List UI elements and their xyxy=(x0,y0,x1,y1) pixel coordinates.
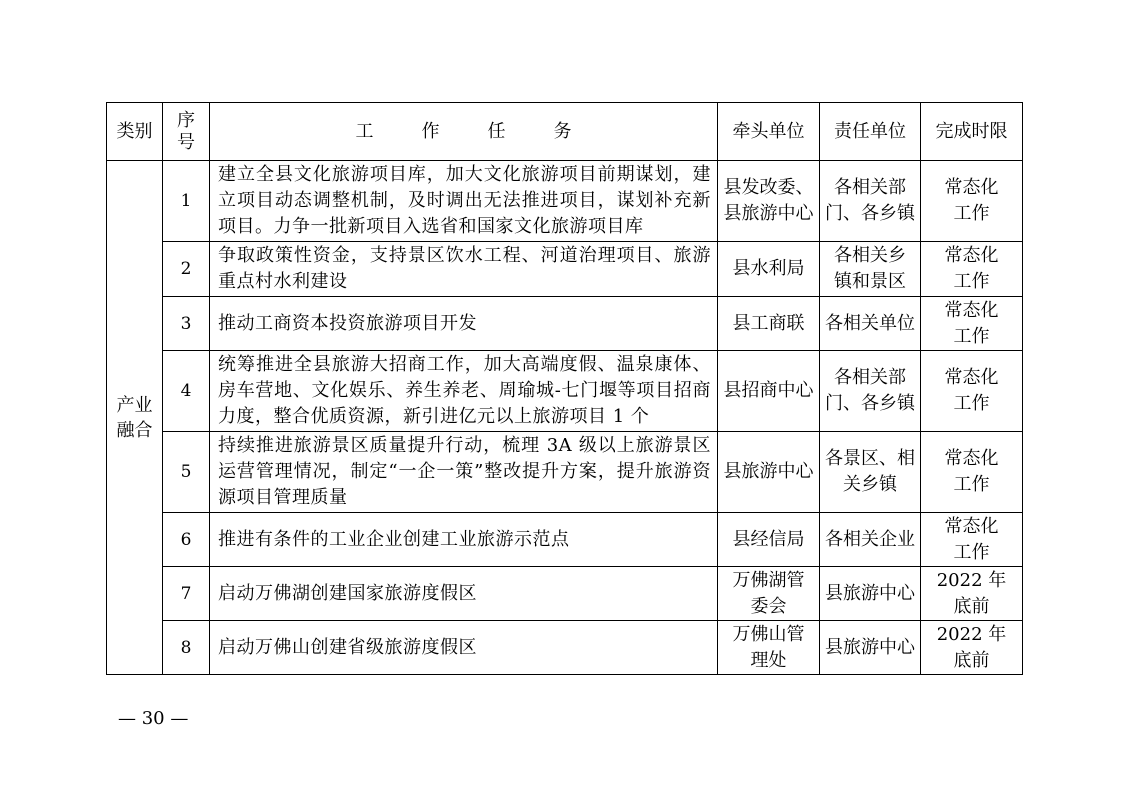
header-category: 类别 xyxy=(107,103,163,161)
header-seq: 序号 xyxy=(163,103,210,161)
row-resp: 各相关单位 xyxy=(820,297,921,351)
table-row xyxy=(107,242,1023,297)
row-resp: 各相关企业 xyxy=(820,513,921,567)
row-deadline: 2022 年底前 xyxy=(921,567,1023,621)
header-deadline: 完成时限 xyxy=(921,103,1023,161)
table-row xyxy=(107,513,1023,567)
row-deadline: 常态化工作 xyxy=(921,161,1023,242)
table-row xyxy=(107,351,1023,432)
row-lead: 县工商联 xyxy=(718,297,820,351)
category-cell: 产业融合 xyxy=(107,161,163,675)
row-deadline: 常态化工作 xyxy=(921,297,1023,351)
row-task: 持续推进旅游景区质量提升行动，梳理 3A 级以上旅游景区运营管理情况，制定“一企一策”整改提升方案，提升旅游资源项目管理质量 xyxy=(210,432,718,513)
row-resp: 各相关乡镇和景区 xyxy=(820,242,921,297)
header-resp: 责任单位 xyxy=(820,103,921,161)
row-task: 统筹推进全县旅游大招商工作，加大高端度假、温泉康体、房车营地、文化娱乐、养生养老、周瑜城-七门堰等项目招商力度，整合优质资源，新引进亿元以上旅游项目 1 个 xyxy=(210,351,718,432)
table-row xyxy=(107,161,1023,242)
row-lead: 万佛山管理处 xyxy=(718,621,820,675)
row-task: 启动万佛山创建省级旅游度假区 xyxy=(210,621,718,675)
row-num: 4 xyxy=(163,351,210,432)
row-deadline: 常态化工作 xyxy=(921,242,1023,297)
row-lead: 县招商中心 xyxy=(718,351,820,432)
table-row xyxy=(107,432,1023,513)
row-resp: 县旅游中心 xyxy=(820,567,921,621)
row-num: 7 xyxy=(163,567,210,621)
row-num: 1 xyxy=(163,161,210,242)
table-row xyxy=(107,567,1023,621)
row-deadline: 常态化工作 xyxy=(921,351,1023,432)
row-lead: 县经信局 xyxy=(718,513,820,567)
row-resp: 各相关部门、各乡镇 xyxy=(820,351,921,432)
row-resp: 县旅游中心 xyxy=(820,621,921,675)
row-num: 8 xyxy=(163,621,210,675)
row-task: 建立全县文化旅游项目库，加大文化旅游项目前期谋划，建立项目动态调整机制，及时调出无法推进项目，谋划补充新项目。力争一批新项目入选省和国家文化旅游项目库 xyxy=(210,161,718,242)
table-row xyxy=(107,621,1023,675)
row-lead: 万佛湖管委会 xyxy=(718,567,820,621)
row-task: 启动万佛湖创建国家旅游度假区 xyxy=(210,567,718,621)
row-deadline: 常态化工作 xyxy=(921,513,1023,567)
header-lead: 牵头单位 xyxy=(718,103,820,161)
row-num: 5 xyxy=(163,432,210,513)
row-deadline: 常态化工作 xyxy=(921,432,1023,513)
row-lead: 县水利局 xyxy=(718,242,820,297)
header-task: 工 作 任 务 xyxy=(210,103,718,161)
row-num: 6 xyxy=(163,513,210,567)
table-row xyxy=(107,297,1023,351)
row-deadline: 2022 年底前 xyxy=(921,621,1023,675)
task-table xyxy=(106,102,1023,675)
row-task: 推进有条件的工业企业创建工业旅游示范点 xyxy=(210,513,718,567)
header-row xyxy=(107,103,1023,161)
row-num: 2 xyxy=(163,242,210,297)
row-resp: 各相关部门、各乡镇 xyxy=(820,161,921,242)
row-resp: 各景区、相关乡镇 xyxy=(820,432,921,513)
row-task: 争取政策性资金，支持景区饮水工程、河道治理项目、旅游重点村水利建设 xyxy=(210,242,718,297)
row-num: 3 xyxy=(163,297,210,351)
row-lead: 县旅游中心 xyxy=(718,432,820,513)
page-number: — 30 — xyxy=(118,708,189,729)
row-task: 推动工商资本投资旅游项目开发 xyxy=(210,297,718,351)
row-lead: 县发改委、县旅游中心 xyxy=(718,161,820,242)
